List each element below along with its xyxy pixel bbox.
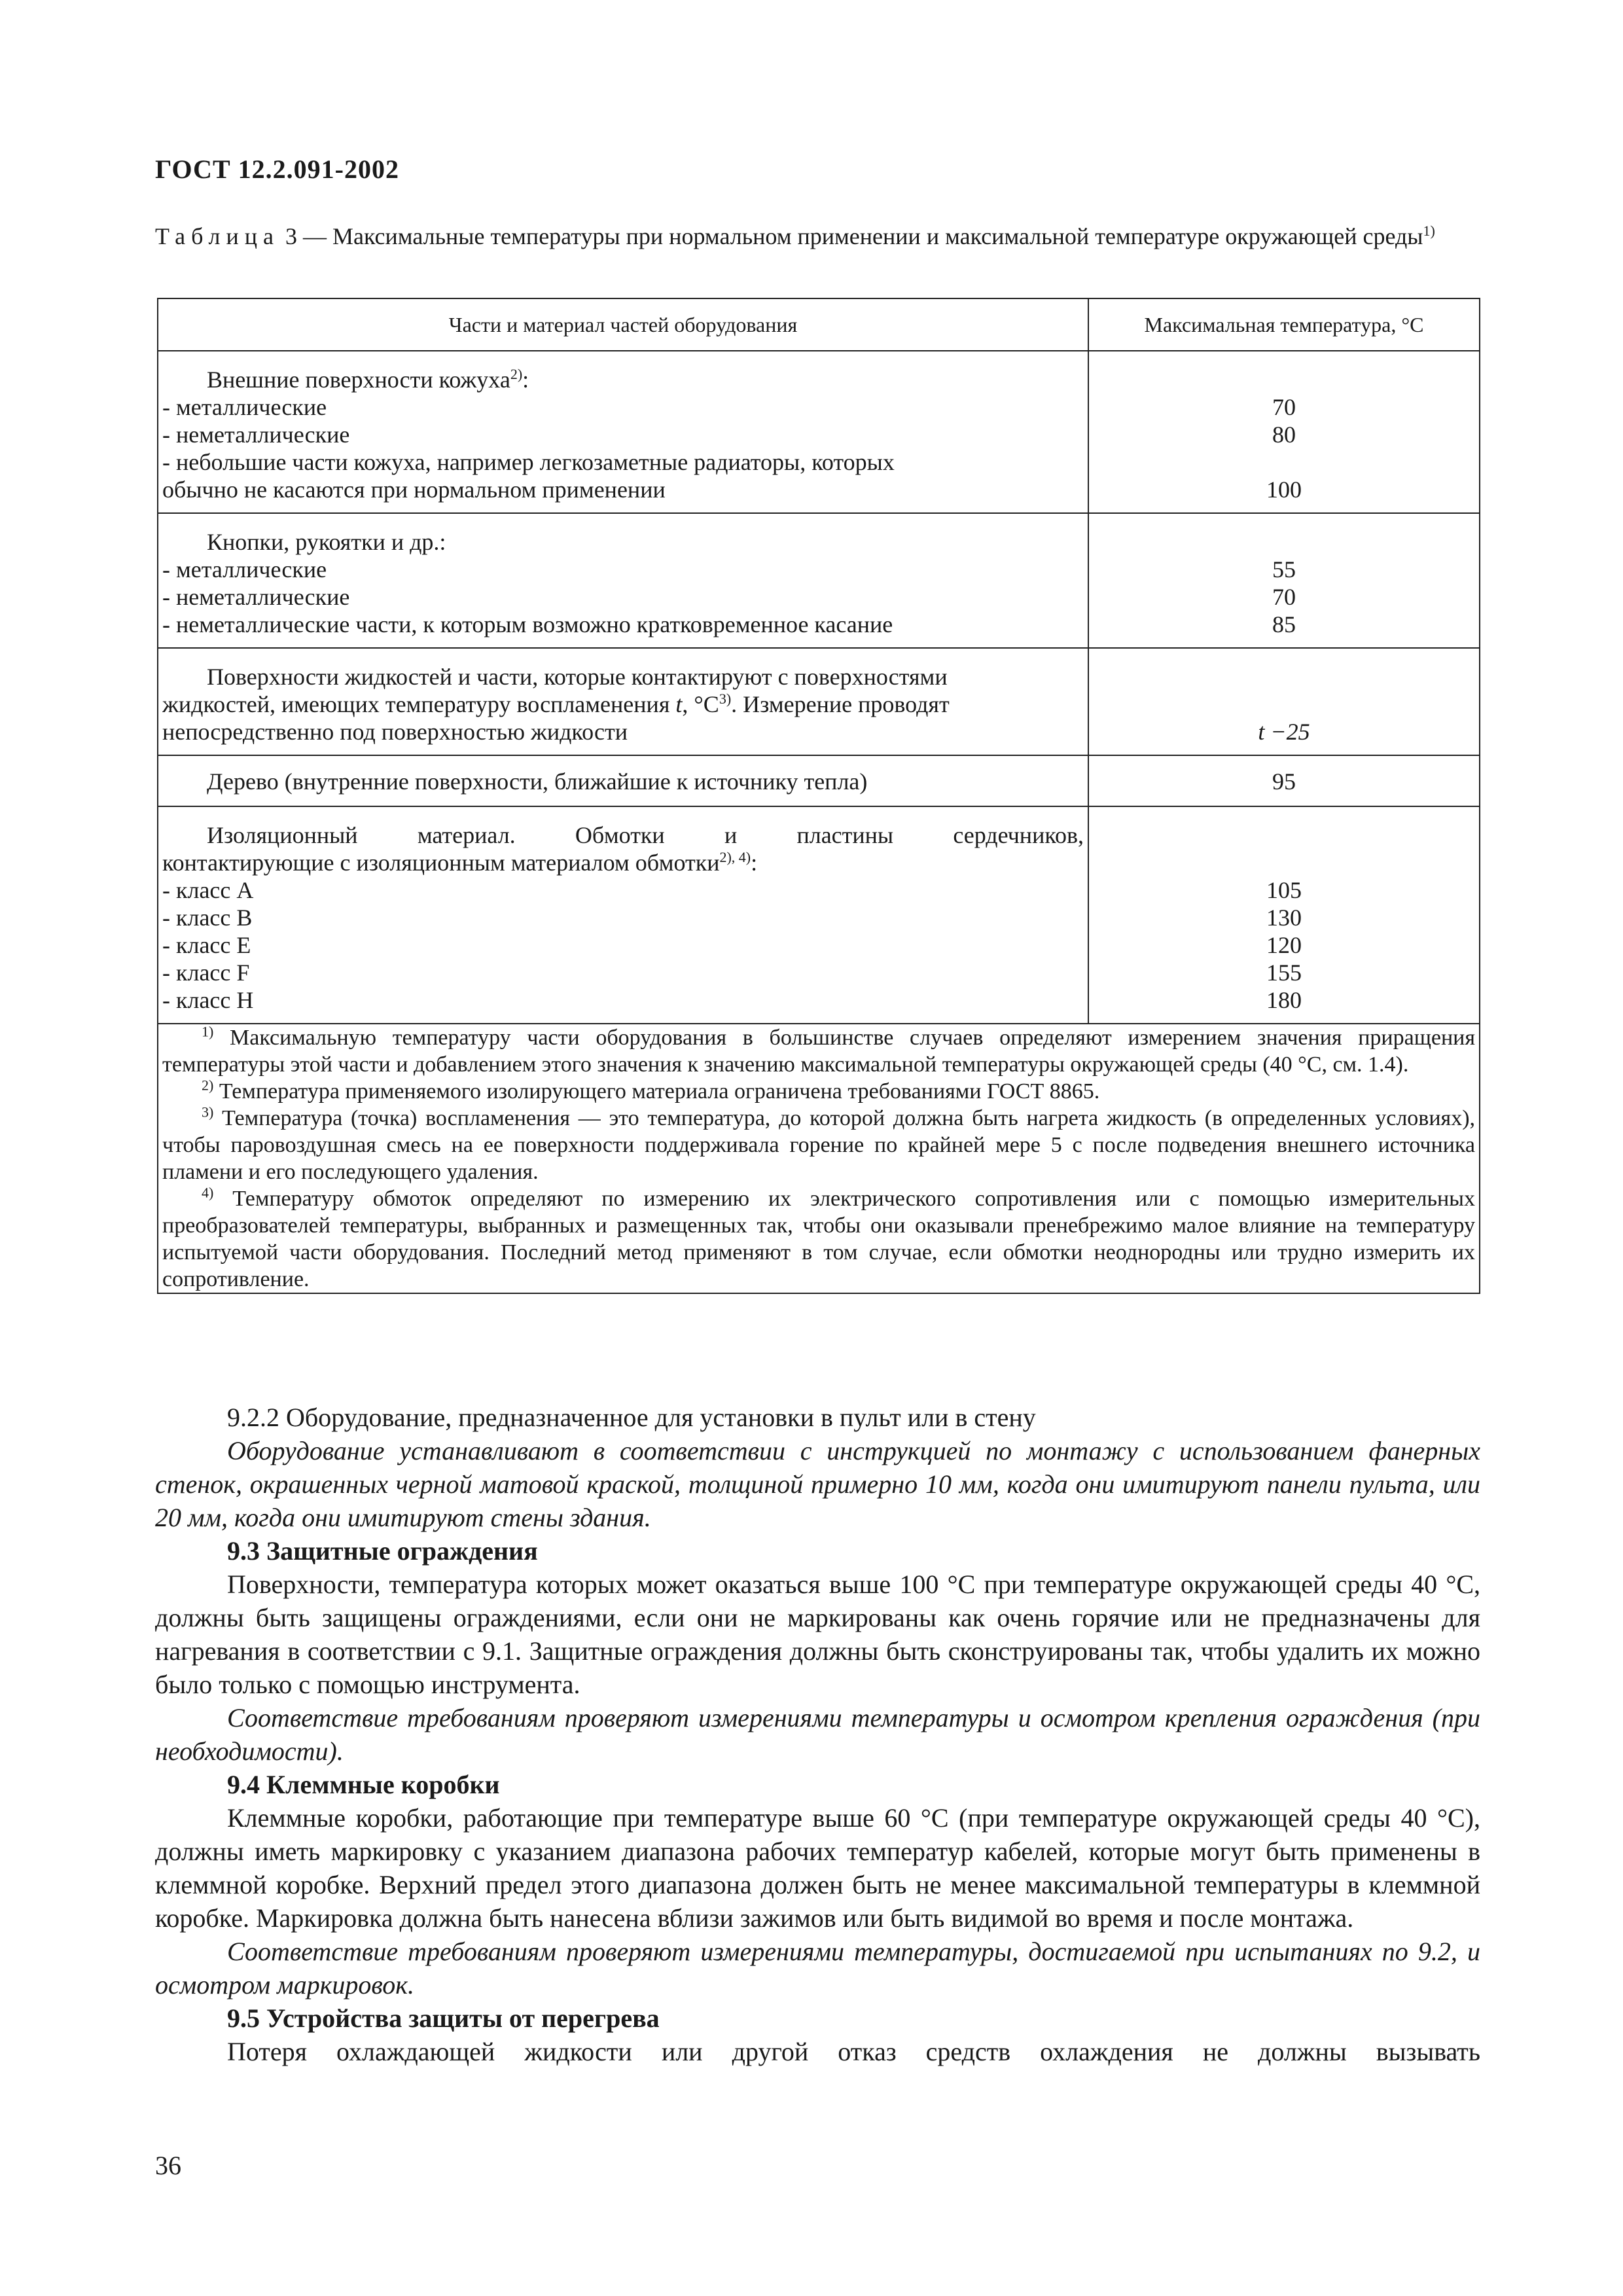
list-item: - класс Е [162, 932, 251, 958]
page-number: 36 [155, 2151, 181, 2180]
table-caption [155, 223, 1471, 250]
value: 100 [1266, 476, 1302, 503]
value: 70 [1272, 584, 1296, 610]
value: 155 [1266, 960, 1302, 986]
row-value-cell [1088, 351, 1480, 513]
footnote: $^{2)}$ Температура применяемого изолирующего материала ограничена требованиями ГОСТ 8865. [202, 1077, 1100, 1103]
value: 55 [1272, 556, 1296, 583]
row-text-line: Поверхности жидкостей и части, которые контактируют с поверхностями [207, 664, 948, 690]
check-text: Соответствие требованиям проверяют измерениями температуры, достигаемой при испытаниях по 9.2, и осмотром маркировок. [155, 1937, 1480, 2000]
value: 80 [1272, 422, 1296, 448]
paragraph: Клеммные коробки, работающие при температуре выше 60 °С (при температуре окружающей среды 40 °С), должны иметь маркировку с указанием диапазона рабочих температур кабелей, которые могут быть применены в клеммной коробке. Верхний предел этого диапазона должен быть не менее максимальной температуры в клеммной коробке. Маркировка должна быть нанесена вблизи зажимов или быть видимой во время и после монтажа. [155, 1803, 1480, 1933]
list-item: - класс Н [162, 987, 254, 1013]
paragraph-9-2-2: 9.2.2 Оборудование, предназначенное для установки в пульт или в стену [227, 1403, 1036, 1432]
table-row [158, 351, 1480, 513]
value: t −25 [1258, 719, 1310, 745]
row-text-line: Изоляционный материал. Обмотки и пластины сердечников, [207, 822, 1084, 848]
row-text-line: жидкостей, имеющих температуру воспламенения t, $^\circ С^{3)}$. Измерение проводят [162, 691, 950, 717]
row-parts-cell [158, 755, 1088, 806]
list-item: - металлические [162, 556, 327, 583]
caption-word: Таблица [155, 223, 279, 249]
value: 85 [1272, 611, 1296, 637]
caption-footnote-mark: 1) [1423, 223, 1435, 239]
body-text [155, 1401, 1480, 2068]
row-value-cell [1088, 513, 1480, 648]
row-value-cell [1088, 755, 1480, 806]
paragraph: Потеря охлаждающей жидкости или другой отказ средств охлаждения не должны вызывать [227, 2037, 1480, 2066]
table-row [158, 806, 1480, 1024]
check-text: Оборудование устанавливают в соответствии с инструкцией по монтажу с использованием фанерных стенок, окрашенных черной матовой краской, толщиной примерно 10 мм, когда они имитируют панели пульта, или 20 мм, когда они имитируют стены здания. [155, 1436, 1480, 1532]
list-item: - класс А [162, 877, 254, 903]
check-text: Соответствие требованиям проверяют измерениями температуры и осмотром крепления ограждения (при необходимости). [155, 1703, 1480, 1766]
table-row [158, 648, 1480, 755]
caption-text: 3 — Максимальные температуры при нормальном применении и максимальной температуре окружающей среды [279, 223, 1423, 249]
temperature-table [157, 298, 1480, 1294]
list-item: - неметаллические [162, 584, 350, 610]
list-item: - небольшие части кожуха, например легкозаметные радиаторы, которых [162, 449, 895, 475]
row-value-cell [1088, 806, 1480, 1024]
row-title: Внешние поверхности кожуха$^{2)}$: [207, 366, 529, 393]
table-row [158, 755, 1480, 806]
row-parts-cell [158, 806, 1088, 1024]
standard-header: ГОСТ 12.2.091-2002 [155, 154, 399, 184]
row-text-line: контактирующие с изоляционным материалом обмотки$^{2), 4)}$: [162, 849, 758, 876]
value: 120 [1266, 932, 1302, 958]
row-parts-cell [158, 351, 1088, 513]
row-parts-cell [158, 648, 1088, 755]
section-heading-9-5: 9.5 Устройства защиты от перегрева [227, 2003, 660, 2033]
row-value-cell [1088, 648, 1480, 755]
table-notes-row [158, 1024, 1480, 1293]
row-text-line: непосредственно под поверхностью жидкости [162, 719, 628, 745]
value: 70 [1272, 394, 1296, 420]
section-heading-9-4: 9.4 Клеммные коробки [227, 1770, 500, 1799]
footnote: $^{4)}$ Температуру обмоток определяют по измерению их электрического сопротивления или с помощью измерительных преобразователей температуры, выбранных и размещенных так, чтобы они оказывали пренебрежимо малое влияние на температуру испытуемой части оборудования. Последний метод применяют в том случае, если обмотки неоднородны или трудно измерить их сопротивление. [162, 1184, 1476, 1291]
section-heading-9-3: 9.3 Защитные ограждения [227, 1536, 538, 1566]
list-item: - класс F [162, 960, 250, 986]
column-header-max-temp: Максимальная температура, °С [1088, 298, 1480, 351]
value: 180 [1266, 987, 1302, 1013]
list-item: - неметаллические [162, 422, 350, 448]
row-parts-cell [158, 513, 1088, 648]
table-notes [158, 1024, 1480, 1293]
table-row [158, 513, 1480, 648]
row-text-line: Дерево (внутренние поверхности, ближайшие к источнику тепла) [207, 768, 868, 795]
row-title: Кнопки, рукоятки и др.: [207, 529, 446, 555]
footnote: $^{1)}$ Максимальную температуру части оборудования в большинстве случаев определяют измерением значения приращения температуры этой части и добавлением этого значения к значению максимальной температуры окружающей среды (40 °С, см. 1.4). [162, 1023, 1476, 1077]
value: 105 [1266, 877, 1302, 903]
list-item-continuation: обычно не касаются при нормальном применении [162, 476, 666, 503]
column-header-parts: Части и материал частей оборудования [158, 298, 1088, 351]
table-header-row [158, 298, 1480, 351]
list-item: - неметаллические части, к которым возможно кратковременное касание [162, 611, 893, 637]
value: 95 [1272, 768, 1296, 795]
footnote: $^{3)}$ Температура (точка) воспламенения — это температура, до которой должна быть нагрета жидкость (в определенных условиях), чтобы паровоздушная смесь на ее поверхности поддерживала горение по крайней мере 5 с после подведения внешнего источника пламени и его последующего удаления. [162, 1103, 1476, 1184]
paragraph: Поверхности, температура которых может оказаться выше 100 °С при температуре окружающей среды 40 °С, должны быть защищены ограждениями, если они не маркированы как очень горячие или не предназначены для нагревания в соответствии с 9.1. Защитные ограждения должны быть сконструированы так, чтобы удалить их можно было только с помощью инструмента. [155, 1570, 1480, 1699]
value: 130 [1266, 905, 1302, 931]
list-item: - класс В [162, 905, 253, 931]
list-item: - металлические [162, 394, 327, 420]
